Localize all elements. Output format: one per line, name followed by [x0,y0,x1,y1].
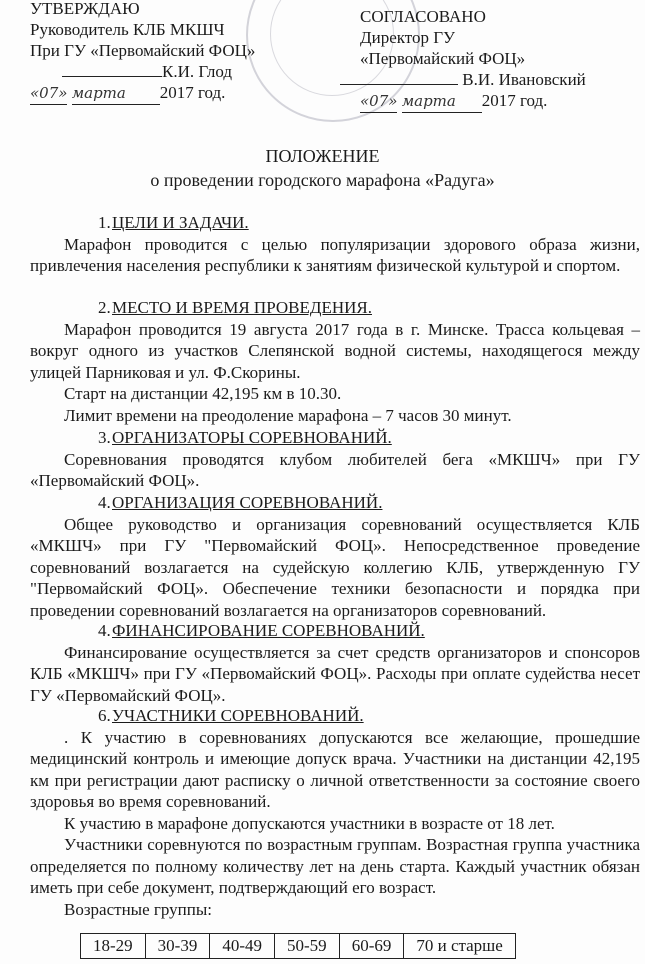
age-group-cell: 60-69 [339,934,404,959]
section-paragraph: Старт на дистанции 42,195 км в 10.30. [64,384,342,403]
approval-date-year: 2017 год. [159,83,226,102]
agreement-date-year: 2017 год. [481,91,548,110]
agreement-name: В.И. Ивановский [462,70,586,89]
section-paragraph: К участию в марафоне допускаются участники в возрасте от 18 лет. [64,813,555,833]
section-place-time [30,297,640,426]
agreement-org: «Первомайский ФОЦ» [360,49,526,68]
section-heading: 3.ОРГАНИЗАТОРЫ СОРЕВНОВАНИЙ. [98,428,392,447]
section-heading: 4.ОРГАНИЗАЦИЯ СОРЕВНОВАНИЙ. [98,493,383,512]
age-group-cell: 70 и старше [404,934,515,959]
section-paragraph: Лимит времени на преодоление марафона – 7 часов 30 минут. [64,405,512,425]
section-goals [30,212,640,277]
age-group-cell: 30-39 [145,934,210,959]
approval-name: К.И. Глод [162,62,233,81]
approval-date-month: марта [72,83,160,105]
section-paragraph: Марафон проводится 19 августа 2017 года в г. Минске. Трасса кольцевая – вокруг одного из участков Слепянской водной системы, находящегося между улицей Парниковая и ул. Ф.Скорины. [30,319,640,382]
approval-block [30,0,255,105]
approval-org: При ГУ «Первомайский ФОЦ» [30,41,256,60]
agreement-date-day: «07» [360,91,397,113]
age-group-cell: 40-49 [210,934,275,959]
age-groups-table [80,933,516,959]
agreement-heading: СОГЛАСОВАНО [360,7,486,26]
agreement-position: Директор ГУ [360,28,456,47]
age-group-cell: 18-29 [81,934,146,959]
section-paragraph: Возрастные группы: [64,899,212,919]
doc-title: ПОЛОЖЕНИЕ [265,146,380,166]
age-group-cell: 50-59 [275,934,340,959]
section-paragraph: Соревнования проводятся клубом любителей бега «МКШЧ» при ГУ «Первомайский ФОЦ». [30,449,640,490]
section-participants [30,705,640,920]
section-heading: 6.УЧАСТНИКИ СОРЕВНОВАНИЙ. [98,706,364,725]
doc-subtitle: о проведении городского марафона «Радуга» [150,170,495,190]
section-paragraph: Марафон проводится с целью популяризации здорового образа жизни, привлечения населения республики к занятиям физической культурой и спортом. [30,234,640,275]
section-organization [30,492,640,621]
approval-position: Руководитель КЛБ МКШЧ [30,20,225,39]
section-heading: 1.ЦЕЛИ И ЗАДАЧИ. [98,213,249,232]
approval-date-day: «07» [30,83,67,105]
agreement-block [360,6,586,113]
section-heading: 4.ФИНАНСИРОВАНИЕ СОРЕВНОВАНИЙ. [98,621,425,640]
section-paragraph: Финансирование осуществляется за счет средств организаторов и спонсоров КЛБ «МКШЧ» при ГУ «Первомайский ФОЦ». Расходы при оплате судейства несет ГУ «Первомайский ФОЦ». [30,642,640,705]
approval-heading: УТВЕРЖДАЮ [30,0,140,18]
section-paragraph: . К участию в соревнованиях допускаются все желающие, прошедшие медицинский контроль и имеющие допуск врача. Участники на дистанции 42,195 км при регистрации дают расписку о личной ответственности за состояние своего здоровья во время соревнований. [30,727,640,811]
section-paragraph: Общее руководство и организация соревнований осуществляется КЛБ «МКШЧ» при ГУ "Первомайский ФОЦ». Непосредственное проведение соревнований возлагается на судейскую коллегию КЛБ, утвержденную ГУ "Первомайский ФОЦ». Обеспечение техники безопасности и порядка при проведении соревнований возлагается на организаторов соревнований. [30,514,640,620]
section-heading: 2.МЕСТО И ВРЕМЯ ПРОВЕДЕНИЯ. [98,298,372,317]
section-paragraph: Участники соревнуются по возрастным группам. Возрастная группа участника определяется по полному количеству лет на день старта. Каждый участник обязан иметь при себе документ, подтверждающий его возраст. [30,835,640,897]
section-financing [30,620,640,706]
agreement-date-month: марта [402,91,482,113]
section-organizers [30,427,640,492]
